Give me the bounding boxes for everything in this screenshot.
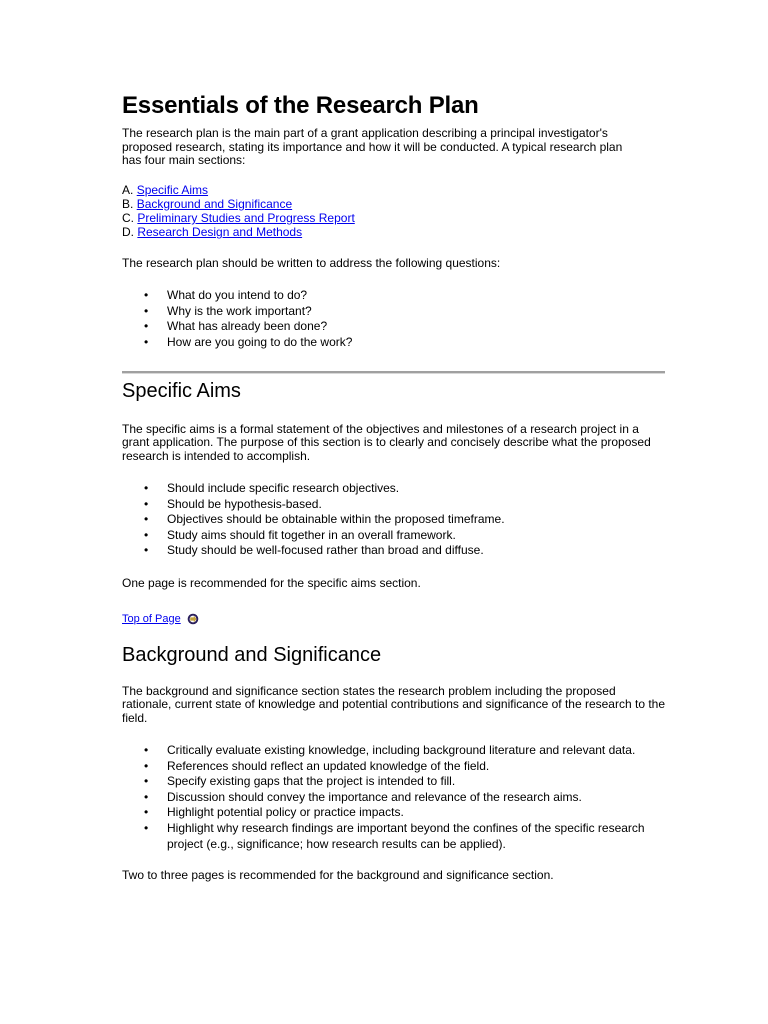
list-item: • Highlight potential policy or practice impacts. — [144, 805, 404, 820]
questions-list — [122, 288, 668, 350]
page-title: Essentials of the Research Plan — [122, 92, 479, 119]
intro-paragraph: The research plan is the main part of a grant application describing a principal investigator's proposed research, stating its importance and how it will be conducted. A typical research plan has four main sections: — [122, 126, 623, 167]
top-of-page-row — [122, 612, 668, 626]
toc-item-specific-aims: A. Specific Aims — [122, 182, 209, 197]
up-arrow-icon[interactable] — [187, 613, 199, 625]
background-paragraph: The background and significance section states the research problem including the proposed rationale, current state of knowledge and potential contributions and significance of the research to the field. — [122, 683, 666, 725]
specific-aims-footer: One page is recommended for the specific aims section. — [122, 576, 421, 591]
list-item: • Study should be well-focused rather than broad and diffuse. — [144, 543, 484, 558]
list-item: • Should be hypothesis-based. — [144, 496, 322, 511]
background-list — [122, 743, 668, 852]
toc-link-research-design[interactable]: Research Design and Methods — [137, 225, 303, 240]
toc-item-research-design: D. Research Design and Methods — [122, 225, 303, 240]
toc-item-preliminary: C. Preliminary Studies and Progress Report — [122, 211, 355, 226]
questions-intro: The research plan should be written to address the following questions: — [122, 255, 501, 270]
list-item: • Discussion should convey the importance and relevance of the research aims. — [144, 789, 582, 804]
background-footer: Two to three pages is recommended for the background and significance section. — [122, 868, 554, 883]
background-heading: Background and Significance — [122, 643, 382, 666]
list-item: • References should reflect an updated knowledge of the field. — [144, 758, 490, 773]
section-toc — [122, 183, 668, 240]
list-item: • What do you intend to do? — [144, 288, 308, 303]
list-item: • What has already been done? — [144, 319, 328, 334]
top-of-page-link[interactable]: Top of Page — [122, 612, 181, 625]
section-divider — [122, 371, 665, 374]
list-item: • Highlight why research findings are important beyond the confines of the specific research project (e.g., significance; how research results can be applied). — [144, 821, 645, 851]
toc-link-background[interactable]: Background and Significance — [136, 196, 293, 211]
specific-aims-paragraph: The specific aims is a formal statement of the objectives and milestones of a research project in a grant application. The purpose of this section is to clearly and concisely describe what the proposed research is intended to accomplish. — [122, 421, 651, 463]
list-item: • Should include specific research objectives. — [144, 481, 400, 496]
list-item: • Critically evaluate existing knowledge, including background literature and relevant data. — [144, 743, 636, 758]
list-item: • Why is the work important? — [144, 303, 312, 318]
toc-item-background: B. Background and Significance — [122, 196, 293, 211]
specific-aims-heading: Specific Aims — [122, 379, 241, 402]
specific-aims-list — [122, 481, 668, 559]
list-item: • Study aims should fit together in an overall framework. — [144, 527, 456, 542]
list-item: • How are you going to do the work? — [144, 334, 353, 349]
document-page — [122, 92, 668, 883]
toc-link-preliminary[interactable]: Preliminary Studies and Progress Report — [137, 211, 355, 226]
list-item: • Specify existing gaps that the project is intended to fill. — [144, 774, 456, 789]
list-item: • Objectives should be obtainable within the proposed timeframe. — [144, 512, 505, 527]
toc-link-specific-aims[interactable]: Specific Aims — [136, 182, 209, 197]
